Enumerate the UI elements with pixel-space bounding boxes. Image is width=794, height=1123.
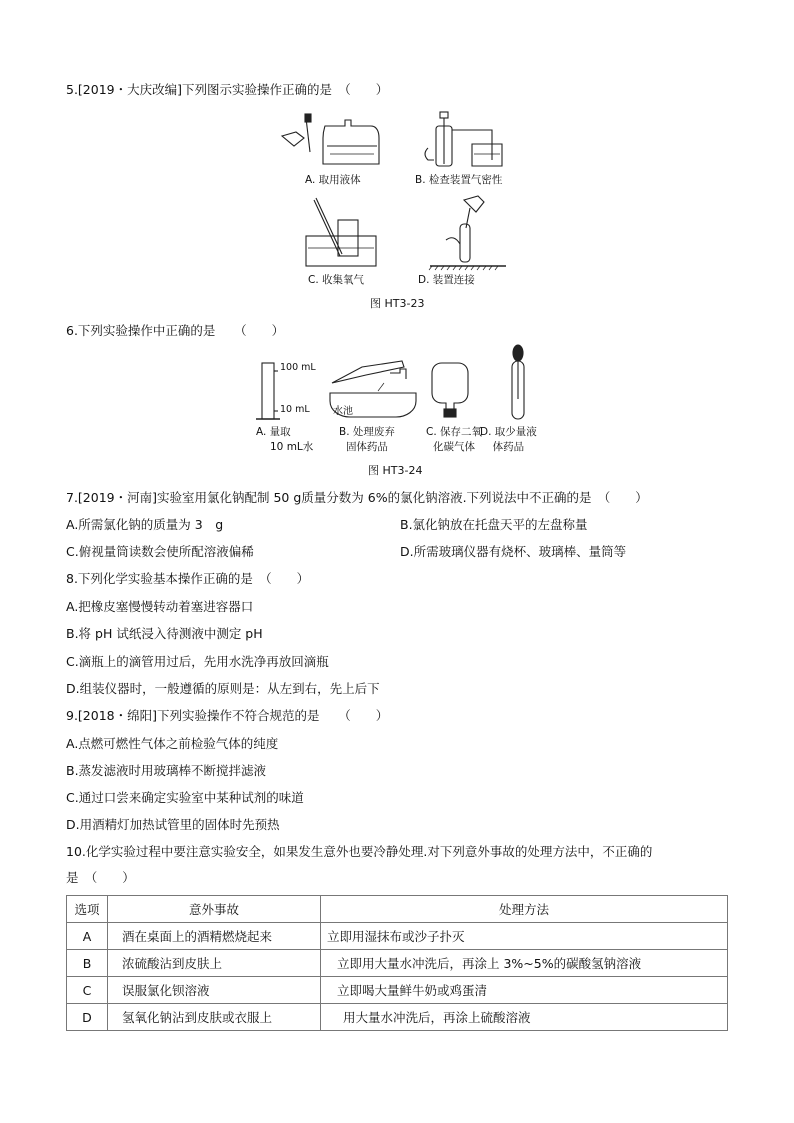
table-cell-method: 立即用大量水冲洗后，再涂上 3%~5%的碳酸氢钠溶液 [321, 950, 728, 977]
table-row [67, 950, 728, 977]
q6-figure-label: 图 HT3-24 [368, 464, 423, 477]
table-row [67, 923, 728, 950]
q7-option-a: A.所需氯化钠的质量为 3 g [66, 517, 224, 532]
q5-stem: 5.[2019・大庆改编]下列图示实验操作正确的是 （ ） [66, 82, 389, 97]
q6-caption-b: B. 处理废弃 固体药品 [339, 426, 395, 453]
q8-option-a: A.把橡皮塞慢慢转动着塞进容器口 [66, 599, 254, 614]
table-header-option: 选项 [67, 896, 108, 923]
q5-caption-c: C. 收集氧气 [308, 274, 365, 286]
q6-sink-label: 水池 [333, 406, 353, 417]
table-header-method: 处理方法 [321, 896, 728, 923]
q6-caption-d: D. 取少量液 体药品 [480, 426, 537, 453]
q5-caption-d: D. 装置连接 [418, 274, 475, 286]
table-header-row [67, 896, 728, 923]
table-row [67, 977, 728, 1004]
q6-c-gas-bottle-illustration [432, 363, 468, 417]
q9-option-a: A.点燃可燃性气体之前检验气体的纯度 [66, 736, 279, 751]
table-cell-accident: 浓硫酸沾到皮肤上 [108, 950, 321, 977]
q9-stem: 9.[2018・绵阳]下列实验操作不符合规范的是 （ ） [66, 708, 389, 723]
table-cell-accident: 酒在桌面上的酒精燃烧起来 [108, 923, 321, 950]
q5-b-airtight-check-illustration [425, 112, 502, 166]
q7-option-b: B.氯化钠放在托盘天平的左盘称量 [400, 517, 588, 532]
q10-stem-line2: 是 （ ） [66, 870, 135, 885]
q9-option-c: C.通过口尝来确定实验室中某种试剂的味道 [66, 790, 304, 805]
q9-option-d: D.用酒精灯加热试管里的固体时先预热 [66, 817, 280, 832]
table-header-accident: 意外事故 [108, 896, 321, 923]
q5-caption-b: B. 检查装置气密性 [415, 174, 503, 186]
q8-stem: 8.下列化学实验基本操作正确的是 （ ） [66, 571, 310, 586]
q7-option-c: C.俯视量筒读数会使所配溶液偏稀 [66, 544, 254, 559]
q8-option-c: C.滴瓶上的滴管用过后，先用水洗净再放回滴瓶 [66, 654, 329, 669]
q9-option-b: B.蒸发滤液时用玻璃棒不断搅拌滤液 [66, 763, 267, 778]
q7-stem: 7.[2019・河南]实验室用氯化钠配制 50 g质量分数为 6%的氯化钠溶液.下列说法中不正确的是 （ ） [66, 490, 648, 505]
table-cell-option: C [67, 977, 108, 1004]
table-row [67, 1004, 728, 1031]
table-cell-option: B [67, 950, 108, 977]
table-cell-method: 立即喝大量鲜牛奶或鸡蛋清 [321, 977, 728, 1004]
q6-a-cylinder-illustration [256, 363, 280, 419]
q5-caption-a: A. 取用液体 [305, 174, 361, 186]
q8-option-d: D.组装仪器时，一般遵循的原则是：从左到右，先上后下 [66, 681, 380, 696]
q6-caption-c: C. 保存二氧 化碳气体 [426, 426, 483, 453]
table-cell-accident: 氢氧化钠沾到皮肤或衣服上 [108, 1004, 321, 1031]
q8-option-b: B.将 pH 试纸浸入待测液中测定 pH [66, 626, 263, 641]
q6-cylinder-bottom-label: 10 mL [280, 404, 310, 415]
q5-a-dropper-bottle-illustration [282, 114, 379, 164]
table-cell-method: 用大量水冲洗后，再涂上硫酸溶液 [321, 1004, 728, 1031]
q6-d-dropper-illustration [512, 345, 524, 419]
q6-caption-a: A. 量取 10 mL水 [256, 426, 314, 453]
q10-stem-line1: 10.化学实验过程中要注意实验安全，如果发生意外也要冷静处理.对下列意外事故的处理方法中，不正确的 [66, 844, 653, 859]
q10-table [66, 895, 728, 1031]
table-cell-option: D [67, 1004, 108, 1031]
q5-d-connect-apparatus-illustration [429, 196, 506, 270]
q5-c-collect-oxygen-illustration [306, 198, 376, 266]
table-cell-option: A [67, 923, 108, 950]
q6-cylinder-top-label: 100 mL [280, 362, 316, 373]
table-cell-accident: 误服氯化钡溶液 [108, 977, 321, 1004]
q7-option-d: D.所需玻璃仪器有烧杯、玻璃棒、量筒等 [400, 544, 627, 559]
q5-figure-label: 图 HT3-23 [370, 297, 425, 310]
table-cell-method: 立即用湿抹布或沙子扑灭 [321, 923, 728, 950]
q6-stem: 6.下列实验操作中正确的是 （ ） [66, 323, 285, 338]
